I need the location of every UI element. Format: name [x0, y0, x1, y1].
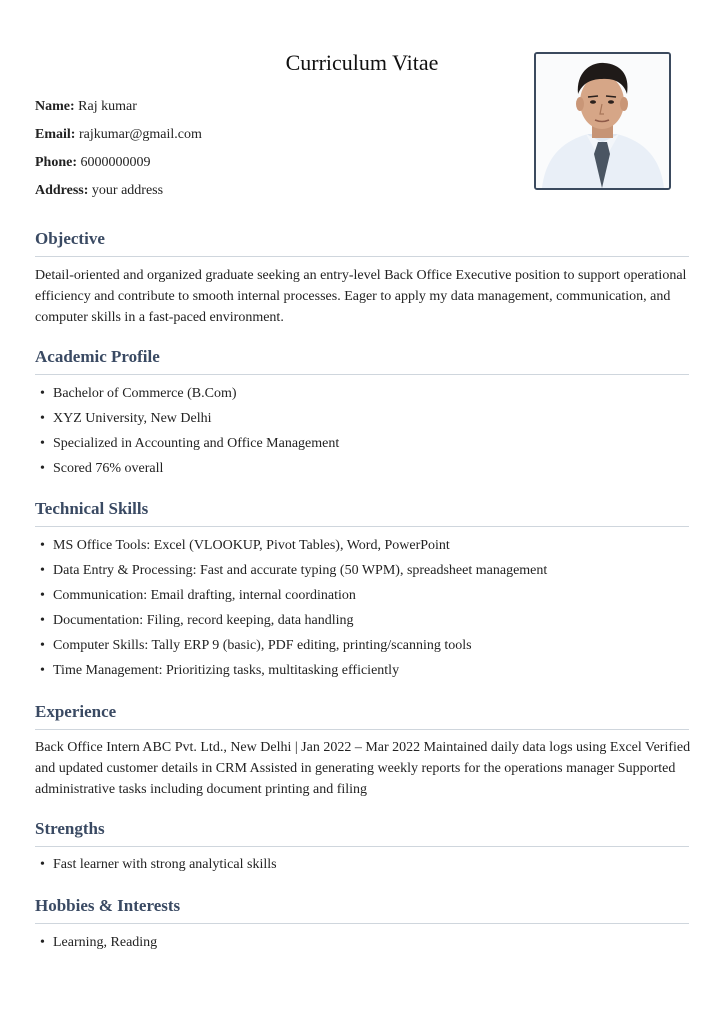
hobbies-heading: Hobbies & Interests: [35, 896, 181, 915]
page-title: Curriculum Vitae: [285, 50, 439, 75]
phone-label: Phone:: [35, 155, 77, 170]
contact-details: [35, 96, 202, 208]
contact-address-row: [35, 180, 202, 208]
academic-list: [35, 384, 339, 484]
name-value: Raj kumar: [78, 99, 137, 114]
list-item: • Bachelor of Commerce (B.Com): [35, 384, 339, 409]
skills-heading: Technical Skills: [35, 499, 149, 518]
hobbies-list: [35, 933, 157, 958]
objective-heading: Objective: [35, 229, 105, 248]
address-label: Address:: [35, 183, 89, 198]
strengths-heading: Strengths: [35, 819, 105, 838]
phone-value: 6000000009: [80, 155, 151, 170]
list-item: • Communication: Email drafting, internal coordination: [35, 586, 547, 611]
list-item: • Documentation: Filing, record keeping, data handling: [35, 611, 547, 636]
address-value: your address: [91, 183, 164, 198]
name-label: Name:: [35, 99, 75, 114]
list-item: • Computer Skills: Tally ERP 9 (basic), PDF editing, printing/scanning tools: [35, 636, 547, 661]
objective-text: Detail-oriented and organized graduate seeking an entry-level Back Office Executive position to support operational efficiency and contribute to smooth internal processes. Eager to apply my data management, communication, and computer skills in a fast-paced environment.: [35, 268, 687, 325]
email-value: rajkumar@gmail.com: [78, 127, 202, 142]
strengths-divider: [35, 846, 689, 847]
list-item: • MS Office Tools: Excel (VLOOKUP, Pivot Tables), Word, PowerPoint: [35, 536, 547, 561]
list-item: • Learning, Reading: [35, 933, 157, 958]
academic-heading: Academic Profile: [35, 347, 160, 366]
objective-divider: [35, 256, 689, 257]
list-item: • Specialized in Accounting and Office Management: [35, 434, 339, 459]
list-item: • Fast learner with strong analytical skills: [35, 855, 277, 880]
strengths-list: [35, 855, 277, 880]
list-item: • Scored 76% overall: [35, 459, 339, 484]
list-item: • XYZ University, New Delhi: [35, 409, 339, 434]
contact-email-row: [35, 124, 202, 152]
hobbies-divider: [35, 923, 689, 924]
experience-heading: Experience: [35, 702, 117, 721]
experience-text: Back Office Intern ABC Pvt. Ltd., New Delhi | Jan 2022 – Mar 2022 Maintained daily data logs using Excel Verified and updated customer details in CRM Assisted in generating weekly reports for the operations manager Supported administrative tasks including document printing and filing: [35, 740, 691, 797]
contact-phone-row: [35, 152, 202, 180]
profile-photo-illustration: [536, 54, 669, 188]
contact-name-row: [35, 96, 202, 124]
profile-photo: [534, 52, 671, 190]
experience-divider: [35, 729, 689, 730]
email-label: Email:: [35, 127, 76, 142]
skills-divider: [35, 526, 689, 527]
list-item: • Data Entry & Processing: Fast and accurate typing (50 WPM), spreadsheet management: [35, 561, 547, 586]
skills-list: [35, 536, 547, 686]
list-item: • Time Management: Prioritizing tasks, multitasking efficiently: [35, 661, 547, 686]
academic-divider: [35, 374, 689, 375]
